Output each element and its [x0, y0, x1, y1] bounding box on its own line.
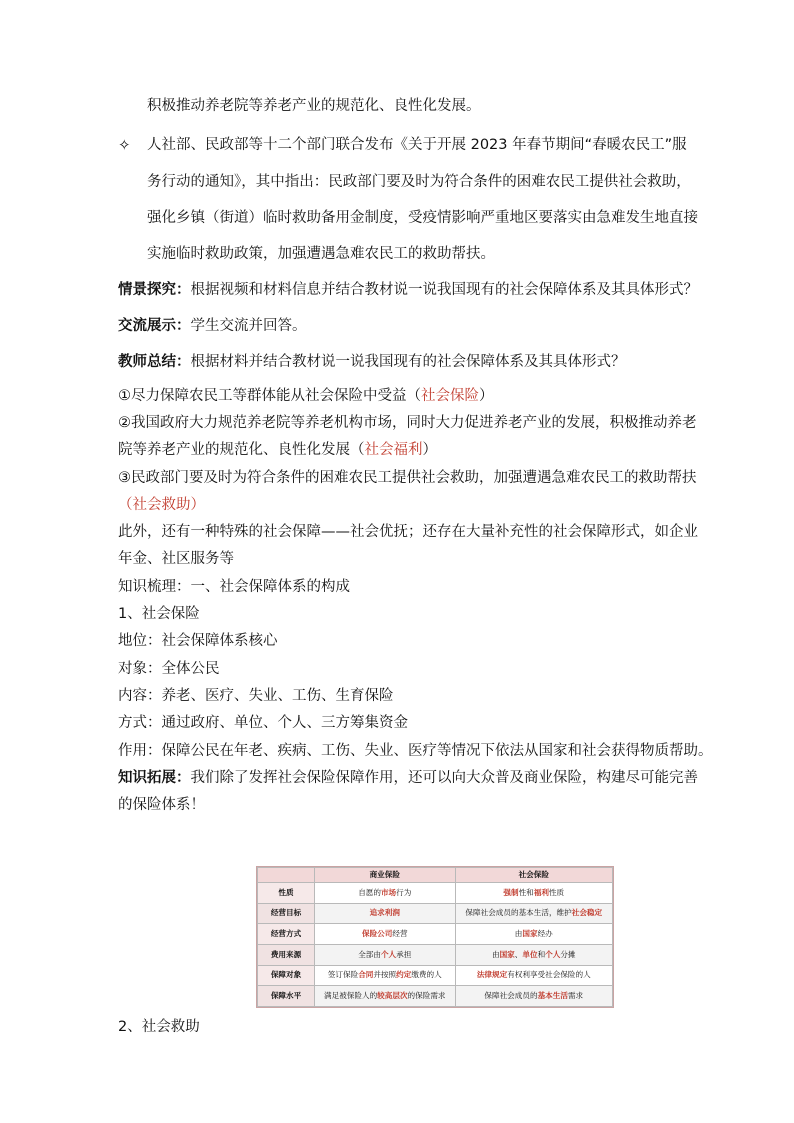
table-row: [258, 924, 613, 945]
table-cell-text: 基本生活: [537, 991, 568, 1001]
knowledge-position: 地位：社会保障体系核心: [118, 633, 278, 649]
table-cell-social: [455, 883, 612, 904]
point-2-tag: 社会福利: [364, 442, 423, 458]
table-cell-text: 个人: [380, 949, 397, 959]
exchange-label: 交流展示：: [118, 318, 191, 334]
comparison-table: [257, 867, 613, 1007]
table-cell-text: 保障社会成员的: [484, 991, 538, 1001]
paragraph-line: 实施临时救助政策，加强遭遇急难农民工的救助帮扶。: [147, 246, 495, 262]
table-cell-text: 追求利润: [369, 908, 400, 918]
point-3-line-a: ③民政部门要及时为符合条件的困难农民工提供社会救助，加强遭遇急难农民工的救助帮扶: [118, 470, 697, 486]
expand-text: 我们除了发挥社会保险保障作用，还可以向大众普及商业保险，构建尽可能完善: [190, 770, 698, 786]
table-cell-commercial: [315, 883, 456, 904]
table-cell-text: 满足被保险人的: [324, 991, 378, 1001]
paragraph-line: 务行动的通知》，其中指出：民政部门要及时为符合条件的困难农民工提供社会救助，: [147, 174, 691, 190]
table-cell-text: 由: [514, 929, 523, 939]
paragraph-line: 强化乡镇（街道）临时救助备用金制度，受疫情影响严重地区要落实由急难发生地直接: [147, 210, 698, 226]
scenario-label: 情景探究：: [118, 282, 191, 298]
table-row: [258, 965, 613, 986]
table-cell-text: 和: [537, 949, 546, 959]
table-cell-text: 福利: [533, 887, 549, 897]
table-cell-text: 签订保险: [327, 970, 359, 980]
table-cell-text: 、: [514, 949, 523, 959]
table-cell-text: 经办: [537, 929, 553, 939]
extra-line-1: 此外，还有一种特殊的社会保障——社会优抚；还存在大量补充性的社会保障形式，如企业: [118, 524, 698, 540]
table-row-head: 经营方式: [258, 924, 315, 945]
point-1-text: ①尽力保障农民工等群体能从社会保险中受益（: [118, 388, 421, 404]
exchange-line: [118, 316, 307, 336]
table-cell-text: 有权利享受社会保险的人: [507, 970, 591, 980]
table-cell-commercial: [315, 986, 456, 1007]
knowledge-function: 作用：保障公民在年老、疾病、工伤、失业、医疗等情况下依法从国家和社会获得物质帮助。: [118, 743, 713, 759]
table-cell-text: 国家: [499, 949, 515, 959]
table-cell-text: 法律规定: [476, 970, 508, 980]
table-cell-text: 行为: [396, 887, 412, 897]
table-row-head: 费用来源: [258, 944, 315, 965]
table-cell-social: [455, 986, 612, 1007]
table-header-commercial: 商业保险: [315, 868, 456, 883]
table-cell-text: 性质: [548, 887, 565, 897]
point-2-end: ）: [422, 442, 437, 458]
table-cell-text: 合同: [358, 970, 374, 980]
table-cell-text: 个人: [545, 949, 561, 959]
table-cell-commercial: [315, 965, 456, 986]
scenario-text: 根据视频和材料信息并结合教材说一说我国现有的社会保障体系及其具体形式？: [190, 282, 698, 298]
summary-line: [118, 352, 626, 372]
table-cell-text: 较高层次: [377, 991, 408, 1001]
scenario-line: [118, 280, 698, 300]
table-cell-text: 缴费的人: [411, 970, 442, 980]
section-social-insurance: 1、社会保险: [118, 606, 200, 622]
knowledge-content: 内容：养老、医疗、失业、工伤、生育保险: [118, 688, 394, 704]
knowledge-target: 对象：全体公民: [118, 661, 220, 677]
table-cell-text: 性和: [518, 887, 534, 897]
table-cell-text: 保险公司: [361, 929, 393, 939]
table-cell-text: 单位: [522, 949, 538, 959]
table-row-head: 保障水平: [258, 986, 315, 1007]
table-cell-social: [455, 944, 612, 965]
expand-line-1: [118, 768, 698, 788]
table-row-head: 性质: [258, 883, 315, 904]
table-cell-text: 的保险需求: [407, 991, 446, 1001]
expand-label: 知识拓展：: [118, 770, 191, 786]
table-row-head: 经营目标: [258, 903, 315, 924]
point-2-line-b: [118, 440, 437, 460]
point-2-text: 院等养老产业的规范化、良性化发展（: [118, 442, 365, 458]
paragraph-line: 积极推动养老院等养老产业的规范化、良性化发展。: [147, 98, 481, 114]
table-cell-social: [455, 965, 612, 986]
table-cell-text: 社会稳定: [571, 908, 603, 918]
table-cell-text: 约定: [396, 970, 412, 980]
knowledge-heading: 知识梳理：一、社会保障体系的构成: [118, 579, 350, 595]
section-social-assistance: 2、社会救助: [118, 1019, 200, 1035]
table-cell-text: 经营: [392, 929, 408, 939]
table-cell-text: 自愿的: [358, 887, 381, 897]
table-cell-text: 国家: [522, 929, 538, 939]
bullet-diamond-icon: ✧: [118, 136, 131, 154]
expand-line-2: 的保险体系！: [118, 797, 205, 813]
table-cell-text: 全部由: [358, 949, 381, 959]
table-cell-commercial: [315, 924, 456, 945]
table-cell-text: 由: [492, 949, 500, 959]
paragraph-line: 人社部、民政部等十二个部门联合发布《关于开展 2023 年春节期间“春暖农民工”服: [147, 137, 687, 153]
table-cell-commercial: [315, 944, 456, 965]
point-1: [118, 386, 494, 406]
point-1-end: ）: [479, 388, 494, 404]
table-cell-text: 市场: [380, 887, 397, 897]
table-cell-text: 强制: [503, 887, 519, 897]
table-cell-social: [455, 903, 612, 924]
table-row: [258, 903, 613, 924]
table-cell-text: 分摊: [560, 949, 576, 959]
knowledge-method: 方式：通过政府、单位、个人、三方筹集资金: [118, 715, 408, 731]
table-row-head: 保障对象: [258, 965, 315, 986]
table-header-social: 社会保险: [455, 868, 612, 883]
point-2-line-a: ②我国政府大力规范养老院等养老机构市场，同时大力促进养老产业的发展，积极推动养老: [118, 415, 697, 431]
table-cell-text: 并按照: [373, 970, 397, 980]
exchange-text: 学生交流并回答。: [190, 318, 307, 334]
table-row: [258, 986, 613, 1007]
table-cell-commercial: [315, 903, 456, 924]
point-1-tag: 社会保险: [421, 388, 479, 404]
point-3-tag: （社会救助）: [118, 497, 205, 513]
table-header-blank: [258, 868, 315, 883]
table-row: [258, 883, 613, 904]
insurance-comparison-table: [256, 866, 614, 1008]
summary-label: 教师总结：: [118, 354, 191, 370]
table-row: [258, 944, 613, 965]
table-cell-text: 保障社会成员的基本生活，维护: [465, 908, 572, 918]
summary-text: 根据材料并结合教材说一说我国现有的社会保障体系及其具体形式？: [190, 354, 626, 370]
table-cell-text: 承担: [396, 949, 412, 959]
extra-line-2: 年金、社区服务等: [118, 551, 234, 567]
table-cell-social: [455, 924, 612, 945]
table-cell-text: 需求: [567, 991, 584, 1001]
